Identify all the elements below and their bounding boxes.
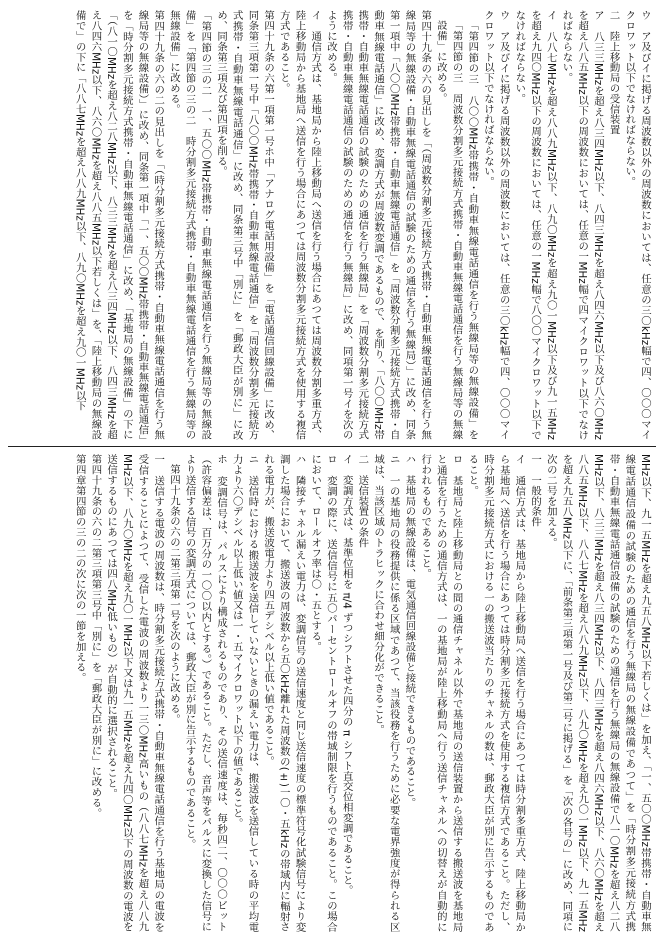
- paragraph: ア 八三三MHzを超え八三四MHz以下、八四三MHzを超え八四六MHz以下及び八六〇MHzを超え八八五MHz以下の周波数においては、任意の一MHz幅で四マイクロワット以下でなければならない。: [560, 10, 604, 440]
- paragraph: ハ 隣接チャネル漏えい電力は、変調信号の送信速度と同じ送信速度の標準符号化試験信号により変調した場合において、搬送波の周波数から五〇kHz離れた周波数の(±)一〇・五kHzの帯域内に輻射される電力が、搬送波電力より四五デシベル以上低い値であること。: [262, 454, 306, 932]
- section-heading: 一 一般的条件: [529, 454, 542, 527]
- paragraph: 第四十九条の六の二第三項第三号中「別に」を「郵政大臣が別に」に改める。: [89, 454, 102, 818]
- paragraph: ロ 基地局と陸上移動局との間の通信チャネル以外で基地局の送信装置から送信する搬送波を基地局と通信を行うための通信方式は、一の基地局が陸上移動局へ行う送信チャネルへの切替えが自動的に行われるものであること。: [419, 454, 463, 932]
- paragraph: ハ 基地局の無線設備は、電気通信回線設備と接続できるものであること。: [403, 454, 416, 808]
- paragraph: MHz以下、九一五MHzを超え九五八MHz以下若しくは」を加え、「一、五〇〇MHz帯携帯・自動車無線電話通信設備の試験のための通信を行う無線局の無線設備であつて」を「時分割多元接続方式携帯・自動車無線電話通信設備の試験のための通信を行う無線局の無線設備で八一〇MHzを超え八二八MHz以下、八三三MHzを超え八三四MHz以下、八四三MHzを超え八四六MHz以下、八六〇MHzを超え八八五MHz以下、八八七MHzを超え八八九MHz以下、八九〇MHzを超え九〇一MHz以下、九一五MHzを超え九五八MHz以下に、「前条第三項第一号及び第二号に掲げる」を「次の各号の」に改め、同項に次の二号を加える。: [544, 454, 651, 932]
- section-heading: 二 送信装置の条件: [356, 454, 369, 548]
- paragraph: 第四十九条の六第一項第一号ホ中「アナログ電話用設備」を「電話通信回線設備」に改め、同条第三項第一号中「八〇〇MHz帯携帯・自動車無線電話通信」を「周波数分割多元接続方式携帯・自動車無線電話通信」に改め、同条第三号中「別に」を「郵政大臣が別に」に改め、同条第三項及び第四項を削る。: [215, 10, 275, 440]
- paragraph: 第四十九条の六の二の見出しを「（時分割多元接続方式携帯・自動車無線電話通信を行う無線局等の無線設備）」に改め、同条第一項中「一、五〇〇MHz帯携帯・自動車無線電話通信」を「時分割多元接続方式携帯・自動車無線電話通信」に改め、「基地局の無線設備」の下に「（八一〇MHzを超え八二八MHz以下、八三三MHzを超え八三四MHz以下、八四三MHzを超え八四六MHz以下、八六〇MHzを超え八八五MHz以下若しくは」を、「陸上移動局の無線設備で」の下に「八八七MHzを超え八八九MHz以下、八九〇MHzを超え九〇一MHz以下: [73, 10, 165, 440]
- paragraph: 第四十九条の六の見出しを「（周波数分割多元接続方式携帯・自動車無線電話通信を行う無線局等の無線設備・自動車無線電話通信の試験のための通信を行う無線局）」に改め、同条第一項中「八〇〇MHz帯携帯・自動車無線電話通信」を「周波数分割多元接続方式携帯・自動車無線電話通信」に改め、変調方式が周波数変調であるもので、を削り、「八〇〇MHz帯携帯・自動車無線電話通信の試験のための通信を行う無線局」を「周波数分割多元接続方式携帯・自動車無線電話通信の試験のための通信を行う無線局」に改め、同項第一号イを次のように改める。: [324, 10, 432, 440]
- section-divider: [8, 446, 656, 447]
- paragraph: イ 通信方式は、基地局から陸上移動局へ送信を行う場合にあつては時分割多重方式、陸上移動局から基地局へ送信を行う場合にあつては時分割多元接続方式を使用する複信方式であること。ただし、時分割多元接続方式における一の搬送波当たりのチャネルの数は、郵政大臣が別に告示するものであること。: [466, 454, 526, 932]
- paragraph: ロ 変調の際に、送信信号に五〇パーセントロールオフの帯域制限を行うものであること。この場合において、ロールオフ率は〇・五とする。: [309, 454, 337, 932]
- section-heading: 二 陸上移動局の受信装置: [607, 10, 620, 135]
- paragraph: ニ 一の基地局の役務提供に係る区域であつて、当該役務を行うために必要な電界強度が得られる区域は、当該区域のトラヒックに合わせ細分化ができること。: [372, 454, 400, 932]
- paragraph: イ 変調方式は、基準位相を π/4 ずつシフトさせた四分の π シフト直交位相変調であること。: [340, 454, 353, 896]
- paragraph: ウ ア及びイに掲げる周波数以外の周波数においては、任意の三〇kHz幅で四、〇〇〇マイクロワット以下でなければならない。: [623, 10, 651, 440]
- paragraph: ホ 変調信号は、パルスにより構成されるものであり、その送信速度は、毎秒四二、〇〇〇ビット（許容偏差は、百万分の一〇〇以内とする。）であること。ただし、音声等をパルスに変換した信号により送信する信号の変調方式については、郵政大臣が別に告示するものであること。: [183, 454, 228, 932]
- paragraph: イ 八八七MHzを超え八八九MHz以下、八九〇MHzを超え九〇一MHz以下及び九一五MHzを超え九四〇MHz以下の周波数においては、任意の一MHz幅で八〇〇マイクロワット以下でなければならない。: [513, 10, 557, 440]
- paragraph: 第四十九条の六の二第三項第一号を次のように改める。: [167, 464, 180, 725]
- paragraph: 「第四節の三の二 一、五〇〇MHz帯携帯・自動車無線電話通信を行う無線局等の無線設備」を「第四節の三の二 時分割多元接続方式携帯・自動車無線電話通信を行う無線局等の無線設備」に改める。: [167, 10, 212, 440]
- paragraph: 一 送信する電波の周波数は、時分割多元接続方式携帯・自動車無線電話通信を行う基地局の電波を受信することによつて、受信した電波の周波数より一三〇MHz高いもの（八八七MHzを超え八八九MHz以下、八九〇MHzを超え九〇一MHz以下又は九一五MHzを超え九四〇MHz以下の周波数の電波を送信するものにあつては四八MHz低いもの）が自動的に選択されること。: [105, 454, 165, 932]
- paragraph: 第四章第四節の三の二の次に次の一節を加える。: [73, 454, 86, 683]
- upper-text-block: [12, 10, 652, 440]
- paragraph: 「第四節の三 八〇〇MHz帯携帯・自動車無線電話通信を行う無線局等の無線設備」を「第四節の三 周波数分割多元接続方式携帯・自動車無線電話通信を行う無線局等の無線設備」に改める。: [434, 20, 479, 440]
- lower-text-block: [12, 454, 652, 932]
- paragraph: ニ 送信時における搬送波を送信していないときの漏えい電力は、搬送波を送信している時の平均電力より六〇デシベル以上低い値又は一・五マイクロワット以下の値であること。: [230, 454, 259, 932]
- paragraph: イ 通信方式は、基地局から陸上移動局へ送信を行う場合にあつては周波数分割多重方式、陸上移動局から基地局へ送信を行う場合にあつては周波数分割多元接続方式を使用する複信方式であること。: [277, 10, 322, 440]
- paragraph: ウ ア及びイに掲げる周波数以外の周波数においては、任意の三〇kHz幅で四、〇〇〇マイクロワット以下でなければならない。: [481, 10, 510, 440]
